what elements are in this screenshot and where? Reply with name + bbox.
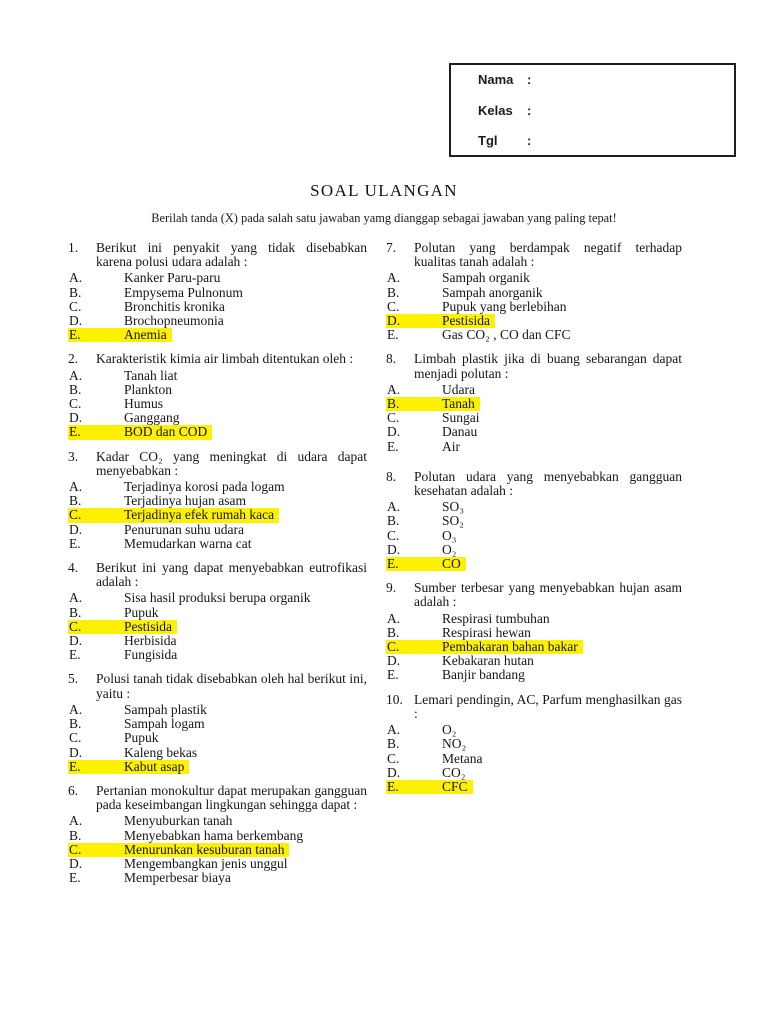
question-number: 5. [68, 671, 79, 687]
answer-option [68, 703, 367, 717]
question-stem-row [68, 672, 367, 700]
answer-option [386, 440, 682, 454]
answer-option [68, 814, 367, 828]
question-stem: Limbah plastik jika di buang sebarangan dapat menjadi polutan : [414, 351, 682, 381]
option-text: Air [442, 438, 460, 454]
answer-option [386, 654, 682, 668]
answer-option-content [386, 300, 571, 314]
answer-option-content [68, 383, 177, 397]
answer-option [68, 537, 367, 551]
option-text: Penurunan suhu udara [124, 521, 244, 537]
question-stem: Polusi tanah tidak disebabkan oleh hal berikut ini, yaitu : [96, 671, 367, 701]
option-letter: E. [69, 424, 81, 440]
question-stem: Karakteristik kimia air limbah ditentukan oleh : [96, 351, 354, 367]
answer-option-content [68, 286, 248, 300]
option-text: Terjadinya efek rumah kaca [124, 507, 275, 523]
answer-option-content [68, 648, 182, 662]
question-stem-row [68, 561, 367, 589]
option-letter: E. [69, 535, 81, 551]
option-letter: E. [69, 758, 81, 774]
question-block [68, 784, 367, 885]
answer-option [68, 397, 367, 411]
answer-option [68, 843, 367, 857]
answer-option [68, 494, 367, 508]
option-text: NO₂ [442, 736, 467, 752]
option-letter: A. [69, 590, 83, 606]
question-stem: Polutan yang berdampak negatif terhadap kualitas tanah adalah : [414, 240, 682, 270]
option-text: Brochopneumonia [124, 313, 224, 329]
question-block [68, 561, 367, 662]
question-stem-row [386, 352, 682, 380]
answer-option-highlighted [68, 760, 189, 774]
answer-option-content [68, 369, 182, 383]
question-block [386, 693, 682, 794]
option-text: Danau [442, 424, 478, 440]
option-letter: A. [387, 270, 401, 286]
option-text: Kaleng bekas [124, 744, 198, 760]
info-row-tgl [478, 133, 724, 148]
answer-option-content [386, 543, 461, 557]
answer-option-highlighted [68, 843, 289, 857]
question-stem: Kadar CO₂ yang meningkat di udara dapat menyebabkan : [96, 448, 367, 478]
question-number: 4. [68, 560, 79, 576]
answer-option [68, 634, 367, 648]
answer-option [386, 557, 682, 571]
answer-option-content [68, 731, 164, 745]
option-text: Terjadinya hujan asam [124, 493, 247, 509]
answer-option [68, 300, 367, 314]
option-letter: B. [69, 604, 82, 620]
option-letter: C. [387, 410, 400, 426]
answer-option-content [386, 425, 482, 439]
option-text: Terjadinya korosi pada logam [124, 479, 285, 495]
option-letter: B. [387, 396, 400, 412]
question-block [386, 470, 682, 571]
info-row-nama [478, 72, 724, 87]
option-text: Tanah [442, 396, 475, 412]
answer-option [68, 328, 367, 342]
option-letter: D. [69, 521, 83, 537]
question-stem: Lemari pendingin, AC, Parfum menghasilkan gas : [414, 691, 682, 721]
answer-option [386, 397, 682, 411]
answer-option-highlighted [386, 780, 473, 794]
option-text: Ganggang [124, 410, 180, 426]
question-block [68, 352, 367, 439]
info-colon: : [527, 72, 532, 87]
option-text: Menurunkan kesuburan tanah [124, 841, 285, 857]
option-letter: C. [387, 639, 400, 655]
option-letter: D. [387, 764, 401, 780]
option-text: Sampah anorganik [442, 284, 543, 300]
question-number: 10. [386, 691, 403, 707]
answer-option [68, 648, 367, 662]
option-letter: C. [387, 298, 400, 314]
answer-option-content [386, 529, 461, 543]
question-stem-row [68, 241, 367, 269]
answer-option-content [386, 766, 470, 780]
answer-option [68, 606, 367, 620]
option-letter: D. [69, 744, 83, 760]
option-text: SO₃ [442, 499, 464, 515]
option-letter: D. [387, 424, 401, 440]
option-text: Sampah plastik [124, 701, 207, 717]
question-stem-row [386, 693, 682, 721]
option-text: O₂ [442, 541, 457, 557]
answer-option [386, 383, 682, 397]
option-letter: D. [69, 855, 83, 871]
question-block [386, 352, 682, 453]
option-letter: B. [387, 513, 400, 529]
answer-option-highlighted [68, 508, 279, 522]
answer-option-highlighted [386, 397, 480, 411]
answer-option-content [386, 612, 555, 626]
option-letter: D. [69, 410, 83, 426]
answer-option-content [68, 814, 237, 828]
option-text: Fungisida [124, 647, 178, 663]
option-letter: C. [69, 507, 82, 523]
answer-option-content [68, 411, 184, 425]
question-stem-row [386, 470, 682, 498]
info-colon: : [527, 102, 532, 118]
question-stem: Berikut ini penyakit yang tidak disebabkan karena polusi udara adalah : [96, 240, 367, 270]
answer-option [386, 529, 682, 543]
option-letter: C. [69, 396, 82, 412]
option-letter: E. [387, 438, 399, 454]
option-text: Pestisida [442, 313, 491, 329]
option-text: Menyuburkan tanah [124, 813, 233, 829]
page-title: SOAL ULANGAN [310, 181, 458, 200]
question-number: 6. [68, 782, 79, 798]
answer-option [68, 383, 367, 397]
question-number: 1. [68, 240, 79, 255]
answer-option [386, 411, 682, 425]
answer-option-content [68, 717, 210, 731]
answer-option [386, 780, 682, 794]
option-text: Kanker Paru-paru [124, 270, 221, 286]
option-letter: E. [387, 778, 399, 794]
option-letter: C. [387, 750, 400, 766]
option-letter: D. [387, 541, 401, 557]
answer-option [68, 508, 367, 522]
answer-option [386, 286, 682, 300]
option-text: Plankton [124, 381, 173, 397]
question-stem-row [386, 581, 682, 609]
info-row-kelas [478, 103, 724, 118]
question-number: 3. [68, 448, 79, 464]
answer-option-content [68, 606, 164, 620]
option-text: Humus [124, 396, 164, 412]
info-label-kelas: Kelas [478, 102, 513, 118]
answer-option-content [386, 668, 530, 682]
answer-option [386, 514, 682, 528]
question-block [68, 241, 367, 342]
question-stem-row [68, 352, 367, 366]
answer-option-highlighted [68, 425, 212, 439]
answer-option-highlighted [68, 328, 172, 342]
option-letter: A. [69, 270, 83, 286]
answer-option [68, 760, 367, 774]
option-text: Udara [442, 381, 475, 397]
option-text: Respirasi tumbuhan [442, 610, 550, 626]
option-letter: C. [69, 618, 82, 634]
option-letter: B. [387, 736, 400, 752]
option-letter: B. [69, 827, 82, 843]
questions-columns [68, 241, 768, 895]
info-label-tgl: Tgl [478, 133, 498, 148]
answer-option [386, 612, 682, 626]
question-number: 8. [386, 351, 397, 367]
option-letter: E. [69, 327, 81, 343]
answer-option-content [68, 746, 202, 760]
question-block [386, 581, 682, 682]
option-letter: A. [387, 610, 401, 626]
answer-option-content [68, 397, 168, 411]
question-number: 8. [386, 468, 397, 484]
option-letter: E. [387, 327, 399, 343]
option-letter: C. [69, 730, 82, 746]
option-text: Pupuk [124, 730, 159, 746]
answer-option [68, 717, 367, 731]
option-letter: B. [69, 716, 82, 732]
question-number: 2. [68, 351, 79, 367]
option-letter: A. [387, 499, 401, 515]
answer-option-content [386, 500, 469, 514]
answer-option-content [68, 871, 236, 885]
option-letter: D. [69, 313, 83, 329]
question-block [386, 241, 682, 342]
option-letter: A. [69, 479, 83, 495]
answer-option [68, 620, 367, 634]
answer-option [386, 328, 682, 342]
option-text: Gas CO₂ , CO dan CFC [442, 327, 571, 343]
option-letter: D. [387, 653, 401, 669]
questions-column-left [68, 241, 367, 895]
answer-option [386, 543, 682, 557]
answer-option-content [386, 626, 536, 640]
option-letter: E. [69, 647, 81, 663]
question-number: 7. [386, 240, 397, 255]
answer-option-content [68, 829, 308, 843]
answer-option-content [386, 723, 461, 737]
option-text: Kabut asap [124, 758, 185, 774]
option-text: Pupuk yang berlebihan [442, 298, 567, 314]
question-stem-row [68, 784, 367, 812]
option-letter: E. [387, 556, 399, 572]
answer-option-content [68, 537, 256, 551]
question-block [68, 450, 367, 551]
answer-option [68, 829, 367, 843]
option-letter: E. [387, 667, 399, 683]
option-letter: C. [69, 298, 82, 314]
answer-option-highlighted [386, 557, 466, 571]
answer-option [386, 723, 682, 737]
question-stem-row [68, 450, 367, 478]
option-text: Pestisida [124, 618, 173, 634]
answer-option [386, 300, 682, 314]
option-text: Sampah organik [442, 270, 530, 286]
answer-option [386, 500, 682, 514]
option-text: Menyebabkan hama berkembang [124, 827, 304, 843]
answer-option-content [386, 411, 485, 425]
answer-option-content [386, 654, 539, 668]
answer-option-content [386, 328, 575, 342]
answer-option-content [386, 286, 548, 300]
answer-option [68, 480, 367, 494]
option-text: Metana [442, 750, 483, 766]
option-letter: B. [387, 284, 400, 300]
question-number: 9. [386, 580, 397, 596]
option-letter: B. [69, 381, 82, 397]
option-letter: D. [387, 313, 401, 329]
answer-option [68, 369, 367, 383]
question-block [68, 672, 367, 773]
answer-option-content [68, 857, 292, 871]
option-text: Tanah liat [124, 367, 178, 383]
option-letter: C. [387, 527, 400, 543]
answer-option-content [386, 440, 465, 454]
option-text: Herbisida [124, 633, 177, 649]
answer-option-content [386, 514, 469, 528]
option-text: Respirasi hewan [442, 624, 531, 640]
answer-option [386, 271, 682, 285]
answer-option [386, 425, 682, 439]
option-text: Memudarkan warna cat [124, 535, 252, 551]
info-label-nama: Nama [478, 72, 514, 87]
option-text: O₂ [442, 722, 457, 738]
option-letter: D. [69, 633, 83, 649]
answer-option-highlighted [386, 314, 495, 328]
answer-option-content [68, 271, 225, 285]
instruction-text: Berilah tanda (X) pada salah satu jawaban yamg dianggap sebagai jawaban yang paling tepat! [151, 211, 617, 225]
option-text: Sampah logam [124, 716, 205, 732]
option-text: Pembakaran bahan bakar [442, 639, 578, 655]
answer-option [68, 286, 367, 300]
answer-option [68, 425, 367, 439]
option-text: CO₂ [442, 764, 466, 780]
student-info-box [449, 63, 736, 157]
answer-option-content [386, 737, 471, 751]
answer-option [386, 752, 682, 766]
option-text: CFC [442, 778, 468, 794]
answer-option-content [68, 703, 212, 717]
answer-option [386, 668, 682, 682]
answer-option [68, 871, 367, 885]
answer-option [68, 746, 367, 760]
option-letter: A. [69, 367, 83, 383]
option-text: Kebakaran hutan [442, 653, 534, 669]
answer-option [386, 640, 682, 654]
question-stem: Polutan udara yang menyebabkan gangguan kesehatan adalah : [414, 468, 682, 499]
answer-option-content [68, 300, 230, 314]
answer-option [68, 591, 367, 605]
answer-option-content [386, 271, 535, 285]
answer-option [68, 314, 367, 328]
answer-option-content [386, 752, 487, 766]
questions-column-right [386, 241, 682, 895]
option-letter: A. [69, 701, 83, 717]
answer-option-content [68, 494, 251, 508]
question-stem-row [386, 241, 682, 269]
option-letter: A. [387, 381, 401, 397]
option-text: Bronchitis kronika [124, 298, 225, 314]
option-letter: C. [69, 841, 82, 857]
question-stem: Sumber terbesar yang menyebabkan hujan asam adalah : [414, 580, 682, 610]
option-letter: A. [69, 813, 83, 829]
option-text: Memperbesar biaya [124, 870, 231, 886]
option-letter: B. [69, 493, 82, 509]
option-text: Banjir bandang [442, 667, 525, 683]
option-text: Mengembangkan jenis unggul [124, 855, 288, 871]
answer-option [68, 523, 367, 537]
answer-option [386, 626, 682, 640]
question-stem: Pertanian monokultur dapat merupakan gangguan pada keseimbangan lingkungan sehingga dapat : [96, 782, 367, 813]
answer-option [386, 766, 682, 780]
answer-option [386, 314, 682, 328]
option-letter: B. [69, 284, 82, 300]
info-colon: : [527, 133, 532, 148]
answer-option [386, 737, 682, 751]
option-text: Sisa hasil produksi berupa organik [124, 590, 311, 606]
option-text: Empysema Pulnonum [124, 284, 243, 300]
answer-option [68, 857, 367, 871]
answer-option-content [68, 480, 290, 494]
option-letter: A. [387, 722, 401, 738]
answer-option [68, 411, 367, 425]
answer-option-content [68, 314, 229, 328]
answer-option-content [68, 523, 249, 537]
option-letter: E. [69, 870, 81, 886]
option-letter: B. [387, 624, 400, 640]
answer-option-highlighted [386, 640, 583, 654]
answer-option [68, 271, 367, 285]
option-text: CO [442, 556, 461, 572]
answer-option-content [68, 634, 181, 648]
option-text: Anemia [124, 327, 167, 343]
answer-option-highlighted [68, 620, 177, 634]
option-text: SO₂ [442, 513, 464, 529]
answer-option-content [386, 383, 480, 397]
option-text: Pupuk [124, 604, 159, 620]
answer-option-content [68, 591, 315, 605]
question-stem: Berikut ini yang dapat menyebabkan eutrofikasi adalah : [96, 560, 367, 590]
option-text: O₃ [442, 527, 457, 543]
option-text: BOD dan COD [124, 424, 208, 440]
option-text: Sungai [442, 410, 480, 426]
answer-option [68, 731, 367, 745]
